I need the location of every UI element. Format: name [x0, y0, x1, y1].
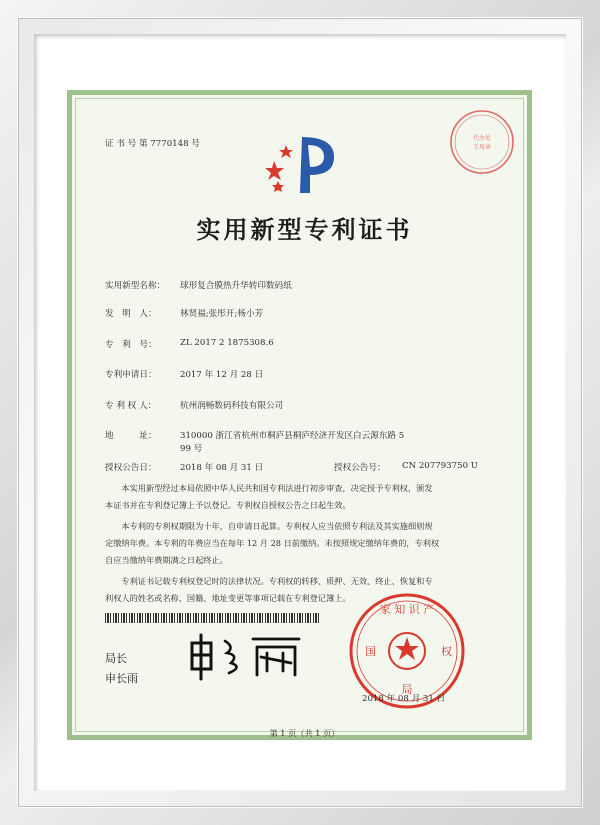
grant-pub-number-label: 授权公告号： — [334, 463, 386, 473]
grant-date-value: 2018 年 08 月 31 日 — [180, 463, 264, 473]
certificate-title: 实用新型专利证书 — [196, 215, 413, 244]
inventors-label: 发 明 人： — [105, 309, 157, 319]
patentee-label: 专 利 权 人： — [105, 401, 157, 411]
body-line-7: 利权人的姓名或名称、国籍、地址变更等事项记载在专利登记簿上。 — [105, 593, 351, 603]
svg-text:国: 国 — [365, 645, 376, 658]
signature-icon — [187, 633, 307, 681]
patent-number-label: 专 利 号： — [105, 340, 157, 350]
grant-date-label: 授权公告日： — [105, 463, 157, 473]
inventors-value: 林贤福;张彤开;杨小芳 — [180, 309, 264, 319]
seal-date: 2018 年 08 月 31 日 — [362, 694, 446, 704]
body-line-3: 本专利的专利权期限为十年，自申请日起算。专利权人应当依照专利法及其实施细则规 — [121, 521, 433, 531]
utility-model-name-value: 球形复合膜热升华转印数码纸 — [180, 281, 292, 291]
patent-certificate — [67, 90, 532, 740]
address-value: 310000 浙江省杭州市桐庐县桐庐经济开发区白云源东路 5 — [180, 431, 405, 441]
page-footer: 第 1 页（共 1 页） — [269, 728, 340, 738]
director-title: 局长 — [105, 652, 127, 665]
body-line-6: 专利证书记载专利权登记时的法律状况。专利权的转移、质押、无效、终止、恢复和专 — [121, 576, 433, 586]
filing-date-value: 2017 年 12 月 28 日 — [180, 370, 264, 380]
address-value-continued: 99 号 — [180, 444, 203, 454]
svg-text:局: 局 — [401, 683, 413, 696]
patent-office-logo-icon — [264, 133, 344, 195]
address-label: 地 址： — [105, 431, 157, 441]
svg-text:家 知 识 产: 家 知 识 产 — [379, 603, 435, 616]
body-line-1: 本实用新型经过本局依照中华人民共和国专利法进行初步审查，决定授予专利权，颁发 — [121, 483, 433, 493]
patentee-value: 杭州润畅数码科技有限公司 — [180, 401, 284, 411]
grant-pub-number-value: CN 207793750 U — [402, 461, 479, 471]
agency-stamp-icon — [447, 107, 517, 177]
svg-text:代办处: 代办处 — [472, 135, 492, 142]
svg-text:权: 权 — [441, 645, 452, 658]
filing-date-label: 专利申请日： — [105, 370, 157, 380]
certificate-number: 证 书 号 第 7770148 号 — [105, 139, 200, 149]
body-line-2: 本证书并在专利登记簿上予以登记。专利权自授权公告之日起生效。 — [105, 500, 351, 510]
body-line-5: 自应当缴纳年费期满之日起终止。 — [105, 555, 228, 565]
patent-number-value: ZL 2017 2 1875308.6 — [180, 338, 274, 348]
utility-model-name-label: 实用新型名称： — [105, 281, 166, 291]
svg-text:专用章: 专用章 — [472, 144, 492, 151]
director-name: 申长雨 — [105, 672, 138, 685]
barcode-icon — [105, 613, 320, 623]
body-line-4: 定缴纳年费。本专利的年费应当在每年 12 月 28 日前缴纳。未按照规定缴纳年费的，专利权 — [105, 538, 440, 548]
